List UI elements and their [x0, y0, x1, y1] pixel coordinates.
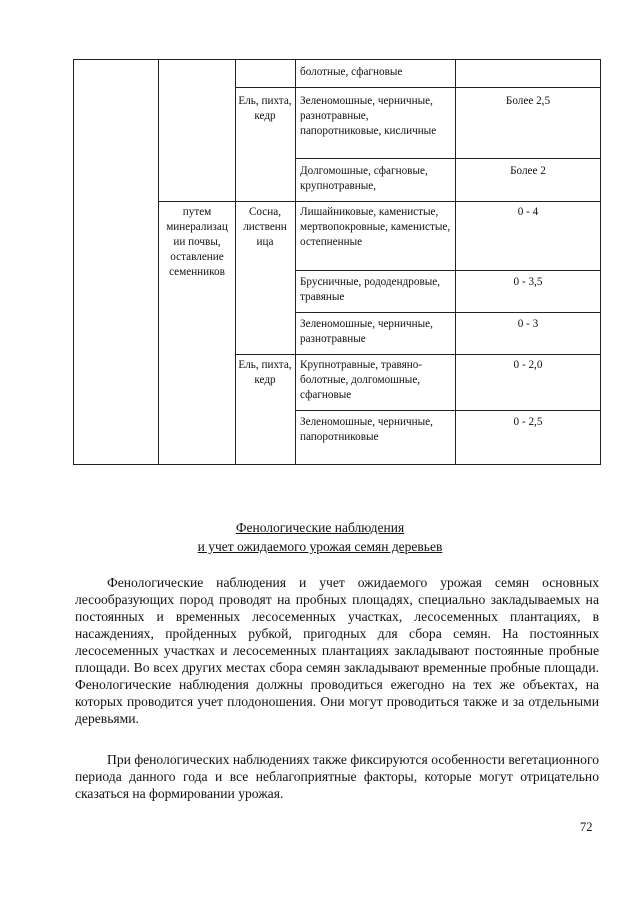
forest-type-cell: Зеленомошные, черничные, разнотравные, папоротниковые, кисличные — [300, 95, 437, 137]
row-divider — [295, 158, 601, 159]
table-border-top — [73, 59, 601, 60]
species-cell: Ель, пихта, кедр — [238, 95, 292, 122]
column-divider — [158, 59, 159, 465]
value-cell: Более 2 — [510, 165, 546, 177]
species-cell: Сосна, лиственн ица — [243, 206, 287, 248]
paragraph-text: При фенологических наблюдениях также фиксируются особенности вегетационного периода данного года и все неблагоприятные факторы, которые могут отрицательно сказаться на формировании урожая. — [75, 752, 599, 801]
row-divider — [295, 270, 601, 271]
page-number: 72 — [580, 820, 593, 834]
forest-type-cell: болотные, сфагновые — [300, 66, 403, 78]
value-cell: 0 - 2,0 — [513, 359, 543, 371]
column-divider — [295, 59, 296, 465]
forest-type-cell: Долгомошные, сфагновые, крупнотравные, — [300, 165, 428, 192]
column-divider — [455, 59, 456, 465]
value-cell: 0 - 3 — [517, 318, 539, 330]
body-paragraph-2 — [75, 751, 599, 802]
species-cell: Ель, пихта, кедр — [238, 359, 292, 386]
body-paragraph-1 — [75, 574, 599, 727]
row-divider — [295, 410, 601, 411]
forest-type-cell: Брусничные, рододендровые, травяные — [300, 276, 441, 303]
row-divider — [235, 354, 601, 355]
row-divider — [295, 312, 601, 313]
column-divider — [235, 59, 236, 465]
forest-type-cell: Лишайниковые, каменистые, мертвопокровные, каменистые, остепненные — [300, 206, 451, 248]
value-cell: Более 2,5 — [505, 95, 551, 107]
forest-type-cell: Зеленомошные, черничные, разнотравные — [300, 318, 433, 345]
forest-type-cell: Зеленомошные, черничные, папоротниковые — [300, 416, 433, 443]
section-heading-line2: и учет ожидаемого урожая семян деревьев — [197, 539, 443, 554]
forest-type-cell: Крупнотравные, травяно-болотные, долгомошные, сфагновые — [300, 359, 423, 401]
table-border-left — [73, 59, 74, 465]
value-cell: 0 - 4 — [517, 206, 539, 218]
forest-seed-table — [73, 59, 601, 465]
paragraph-text: Фенологические наблюдения и учет ожидаемого урожая семян основных лесообразующих пород проводят на пробных площадях, специально закладываемых на постоянных и временных лесосеменных участках, лесосеменных плантациях, в насаждениях, пройденных рубкой, пригодных для сбора семян. На постоянных лесосеменных участках и лесосеменных плантациях закладывают постоянные пробные площади. Во всех других местах сбора семян закладывают временные пробные площади. Фенологические наблюдения должны проводиться ежегодно на тех же объектах, на которых проводится учет плодоношения. Они могут проводиться также и за отдельными деревьями. — [75, 575, 599, 726]
row-divider — [235, 87, 601, 88]
value-cell: 0 - 2,5 — [513, 416, 543, 428]
value-cell: 0 - 3,5 — [513, 276, 543, 288]
table-border-bottom — [73, 464, 601, 465]
section-heading-line1: Фенологические наблюдения — [235, 520, 405, 535]
method-cell: путем минерализац ии почвы, оставление семенников — [166, 206, 228, 278]
row-divider — [158, 201, 601, 202]
table-border-right — [600, 59, 601, 465]
